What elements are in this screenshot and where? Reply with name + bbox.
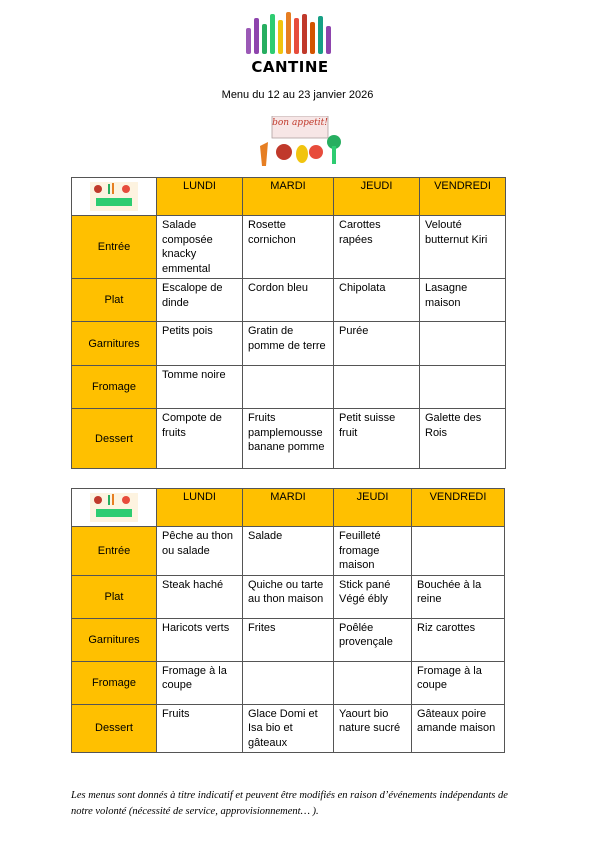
row-label: Plat	[72, 575, 157, 618]
menu-cell	[334, 661, 412, 704]
menu-cell: Yaourt bio nature sucré	[334, 704, 412, 753]
day-header: VENDREDI	[420, 178, 506, 216]
day-header: JEUDI	[334, 178, 420, 216]
menu-cell: Gratin de pomme de terre	[243, 322, 334, 366]
bon-appetit-illustration	[250, 116, 346, 168]
menu-cell	[412, 527, 505, 576]
menu-cell	[420, 366, 506, 409]
row-label: Dessert	[72, 409, 157, 469]
table-thumbnail	[72, 489, 157, 527]
menu-cell: Frites	[243, 618, 334, 661]
day-header: LUNDI	[157, 178, 243, 216]
menu-cell: Stick pané Végé ébly	[334, 575, 412, 618]
table-row	[72, 575, 505, 618]
menu-cell: Velouté butternut Kiri	[420, 216, 506, 279]
table-row	[72, 661, 505, 704]
menu-cell: Chipolata	[334, 279, 420, 322]
menu-cell: Feuilleté fromage maison	[334, 527, 412, 576]
bon-appetit-text: bon appetit!	[272, 118, 328, 128]
row-label: Dessert	[72, 704, 157, 753]
menu-cell: Petit suisse fruit	[334, 409, 420, 469]
row-label: Fromage	[72, 661, 157, 704]
menu-cell: Steak haché	[157, 575, 243, 618]
menu-cell: Fromage à la coupe	[157, 661, 243, 704]
menu-cell	[334, 366, 420, 409]
menu-cell: Gâteaux poire amande maison	[412, 704, 505, 753]
menu-thumbnail-icon	[82, 180, 146, 213]
menu-cell: Fruits	[157, 704, 243, 753]
row-label: Entrée	[72, 216, 157, 279]
menu-cell: Petits pois	[157, 322, 243, 366]
menu-cell: Poêlée provençale	[334, 618, 412, 661]
day-header: MARDI	[243, 489, 334, 527]
day-header: MARDI	[243, 178, 334, 216]
table-row	[72, 279, 506, 322]
menu-cell: Quiche ou tarte au thon maison	[243, 575, 334, 618]
menu-cell: Purée	[334, 322, 420, 366]
row-label: Garnitures	[72, 322, 157, 366]
table-row	[72, 704, 505, 753]
menu-cell: Carottes rapées	[334, 216, 420, 279]
menu-cell: Glace Domi et Isa bio et gâteaux	[243, 704, 334, 753]
menu-cell: Fruits pamplemousse banane pomme	[243, 409, 334, 469]
menu-cell: Compote de fruits	[157, 409, 243, 469]
menu-cell: Galette des Rois	[420, 409, 506, 469]
menu-cell: Haricots verts	[157, 618, 243, 661]
row-label: Plat	[72, 279, 157, 322]
table-row	[72, 216, 506, 279]
menu-cell	[420, 322, 506, 366]
row-label: Fromage	[72, 366, 157, 409]
table-row	[72, 618, 505, 661]
day-header: VENDREDI	[412, 489, 505, 527]
menu-subtitle: Menu du 12 au 23 janvier 2026	[221, 89, 374, 101]
menu-cell: Tomme noire	[157, 366, 243, 409]
logo-text: CANTINE	[251, 58, 329, 76]
menu-cell: Bouchée à la reine	[412, 575, 505, 618]
table-row	[72, 527, 505, 576]
menu-cell: Rosette cornichon	[243, 216, 334, 279]
menu-cell: Riz carottes	[412, 618, 505, 661]
menu-cell: Pêche au thon ou salade	[157, 527, 243, 576]
menu-cell: Cordon bleu	[243, 279, 334, 322]
menu-cell: Salade	[243, 527, 334, 576]
day-header: LUNDI	[157, 489, 243, 527]
row-label: Entrée	[72, 527, 157, 576]
disclaimer-note: Les menus sont donnés à titre indicatif et peuvent être modifiés en raison d’événements indépendants de notre volonté (nécessité de service, approvisionnement… ).	[71, 790, 508, 817]
cantine-logo	[240, 10, 340, 80]
day-header: JEUDI	[334, 489, 412, 527]
cutlery-icon	[240, 10, 340, 60]
menu-cell: Lasagne maison	[420, 279, 506, 322]
menu-table-week-1	[71, 177, 506, 469]
menu-cell: Fromage à la coupe	[412, 661, 505, 704]
menu-thumbnail-icon	[82, 491, 146, 524]
menu-cell	[243, 366, 334, 409]
menu-table-week-2	[71, 488, 505, 753]
menu-cell: Escalope de dinde	[157, 279, 243, 322]
table-row	[72, 322, 506, 366]
table-thumbnail	[72, 178, 157, 216]
table-row	[72, 366, 506, 409]
row-label: Garnitures	[72, 618, 157, 661]
menu-cell	[243, 661, 334, 704]
table-row	[72, 409, 506, 469]
menu-cell: Salade composée knacky emmental	[157, 216, 243, 279]
